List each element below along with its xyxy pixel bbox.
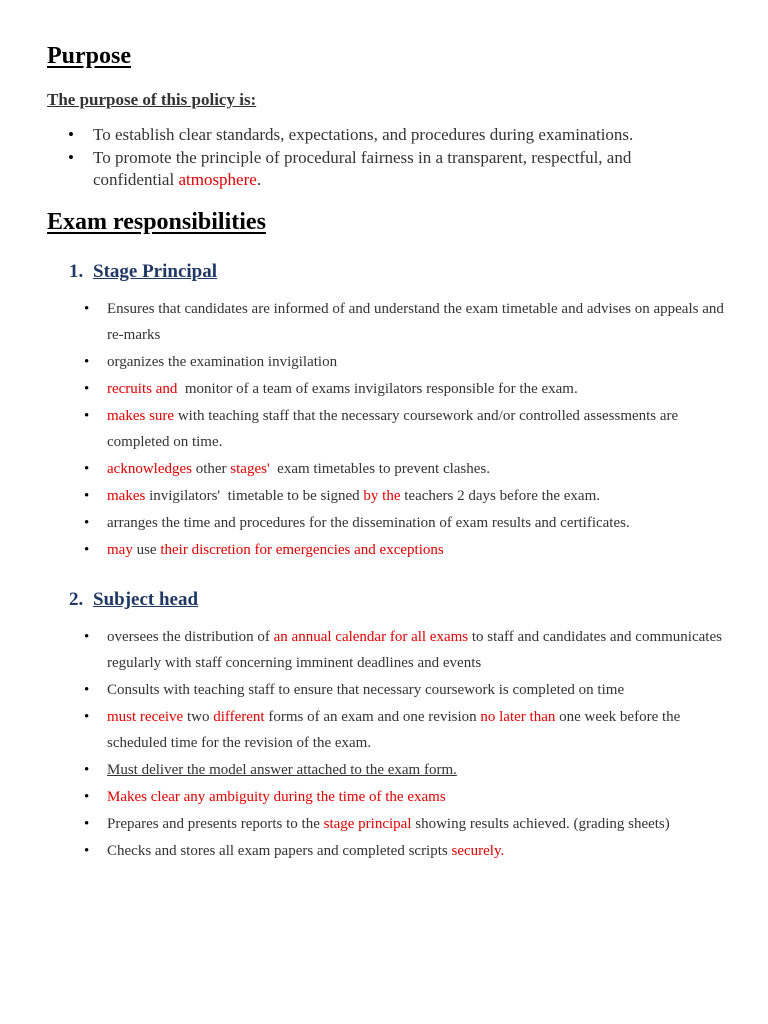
item-text: Checks and stores all exam papers and completed scripts bbox=[107, 843, 452, 859]
highlighted-text: must receive bbox=[107, 709, 184, 725]
highlighted-text: no later than bbox=[480, 709, 556, 725]
highlighted-text: makes bbox=[107, 488, 146, 504]
list-item bbox=[84, 403, 724, 455]
item-text: one week before the scheduled time for the revision of the exam. bbox=[107, 709, 685, 751]
list-item bbox=[84, 677, 724, 703]
highlighted-text: by the bbox=[363, 488, 401, 504]
purpose-heading: Purpose bbox=[47, 43, 131, 69]
highlighted-text: recruits and bbox=[107, 381, 178, 397]
list-item bbox=[84, 811, 724, 837]
item-text: showing results achieved. (grading sheets) bbox=[411, 816, 670, 832]
highlighted-text: different bbox=[213, 709, 265, 725]
list-item bbox=[84, 510, 724, 536]
highlighted-text: securely. bbox=[451, 843, 505, 859]
item-text: Consults with teaching staff to ensure that necessary coursework is completed on time bbox=[107, 682, 625, 698]
list-item bbox=[84, 784, 724, 810]
underlined-text: Must deliver the model answer attached to the exam form. bbox=[107, 762, 457, 778]
subject-head-list bbox=[84, 624, 724, 865]
list-item bbox=[84, 376, 724, 402]
section-title: Subject head bbox=[93, 589, 199, 610]
exam-responsibilities-heading: Exam responsibilities bbox=[47, 209, 266, 235]
purpose-item bbox=[47, 124, 707, 147]
item-text: invigilators' timetable to be signed bbox=[145, 488, 364, 504]
list-item bbox=[84, 456, 724, 482]
list-item bbox=[84, 537, 724, 563]
highlighted-text: atmosphere bbox=[178, 170, 257, 189]
list-item bbox=[84, 757, 724, 783]
highlighted-text: acknowledges bbox=[107, 461, 192, 477]
item-text: To promote the principle of procedural fairness in a transparent, respectful, and confidential bbox=[93, 147, 636, 189]
highlighted-text: stage principal bbox=[323, 816, 412, 832]
item-text: two bbox=[183, 709, 214, 725]
item-text: arranges the time and procedures for the dissemination of exam results and certificates. bbox=[107, 515, 630, 531]
item-text: other bbox=[191, 461, 231, 477]
item-text: monitor of a team of exams invigilators responsible for the exam. bbox=[177, 381, 578, 397]
item-text: organizes the examination invigilation bbox=[107, 354, 338, 370]
section-heading-subject-head bbox=[69, 589, 198, 611]
highlighted-text: stages' bbox=[230, 461, 270, 477]
item-text: oversees the distribution of bbox=[107, 629, 274, 645]
list-item bbox=[84, 483, 724, 509]
list-item bbox=[84, 296, 728, 348]
highlighted-text: Makes clear any ambiguity during the time of the exams bbox=[107, 789, 446, 805]
item-text: teachers 2 days before the exam. bbox=[400, 488, 600, 504]
highlighted-text: may bbox=[107, 542, 133, 558]
purpose-list bbox=[47, 124, 707, 192]
list-item bbox=[84, 624, 724, 676]
highlighted-text: an annual calendar for all exams bbox=[273, 629, 469, 645]
list-item bbox=[84, 349, 724, 375]
list-item bbox=[84, 838, 724, 864]
item-text: with teaching staff that the necessary coursework and/or controlled assessments are completed on time. bbox=[107, 408, 682, 450]
item-text: exam timetables to prevent clashes. bbox=[269, 461, 491, 477]
highlighted-text: makes sure bbox=[107, 408, 175, 424]
item-text: To establish clear standards, expectations, and procedures during examinations. bbox=[93, 125, 634, 144]
section-heading-stage-principal bbox=[69, 261, 217, 283]
list-item bbox=[84, 704, 724, 756]
item-text: Ensures that candidates are informed of and understand the exam timetable and advises on appeals and re-marks bbox=[107, 301, 728, 343]
item-text: forms of an exam and one revision bbox=[264, 709, 481, 725]
item-text: use bbox=[132, 542, 161, 558]
section-number: 2. bbox=[69, 589, 84, 610]
item-text: Prepares and presents reports to the bbox=[107, 816, 324, 832]
section-title: Stage Principal bbox=[93, 261, 218, 282]
purpose-item bbox=[47, 147, 707, 192]
purpose-subtitle: The purpose of this policy is: bbox=[47, 90, 257, 109]
item-text: to staff and candidates and communicates regularly with staff concerning imminent deadlines and events bbox=[107, 629, 726, 671]
section-number: 1. bbox=[69, 261, 84, 282]
highlighted-text: their discretion for emergencies and exceptions bbox=[160, 542, 444, 558]
item-text: . bbox=[256, 170, 262, 189]
stage-principal-list bbox=[84, 296, 728, 564]
